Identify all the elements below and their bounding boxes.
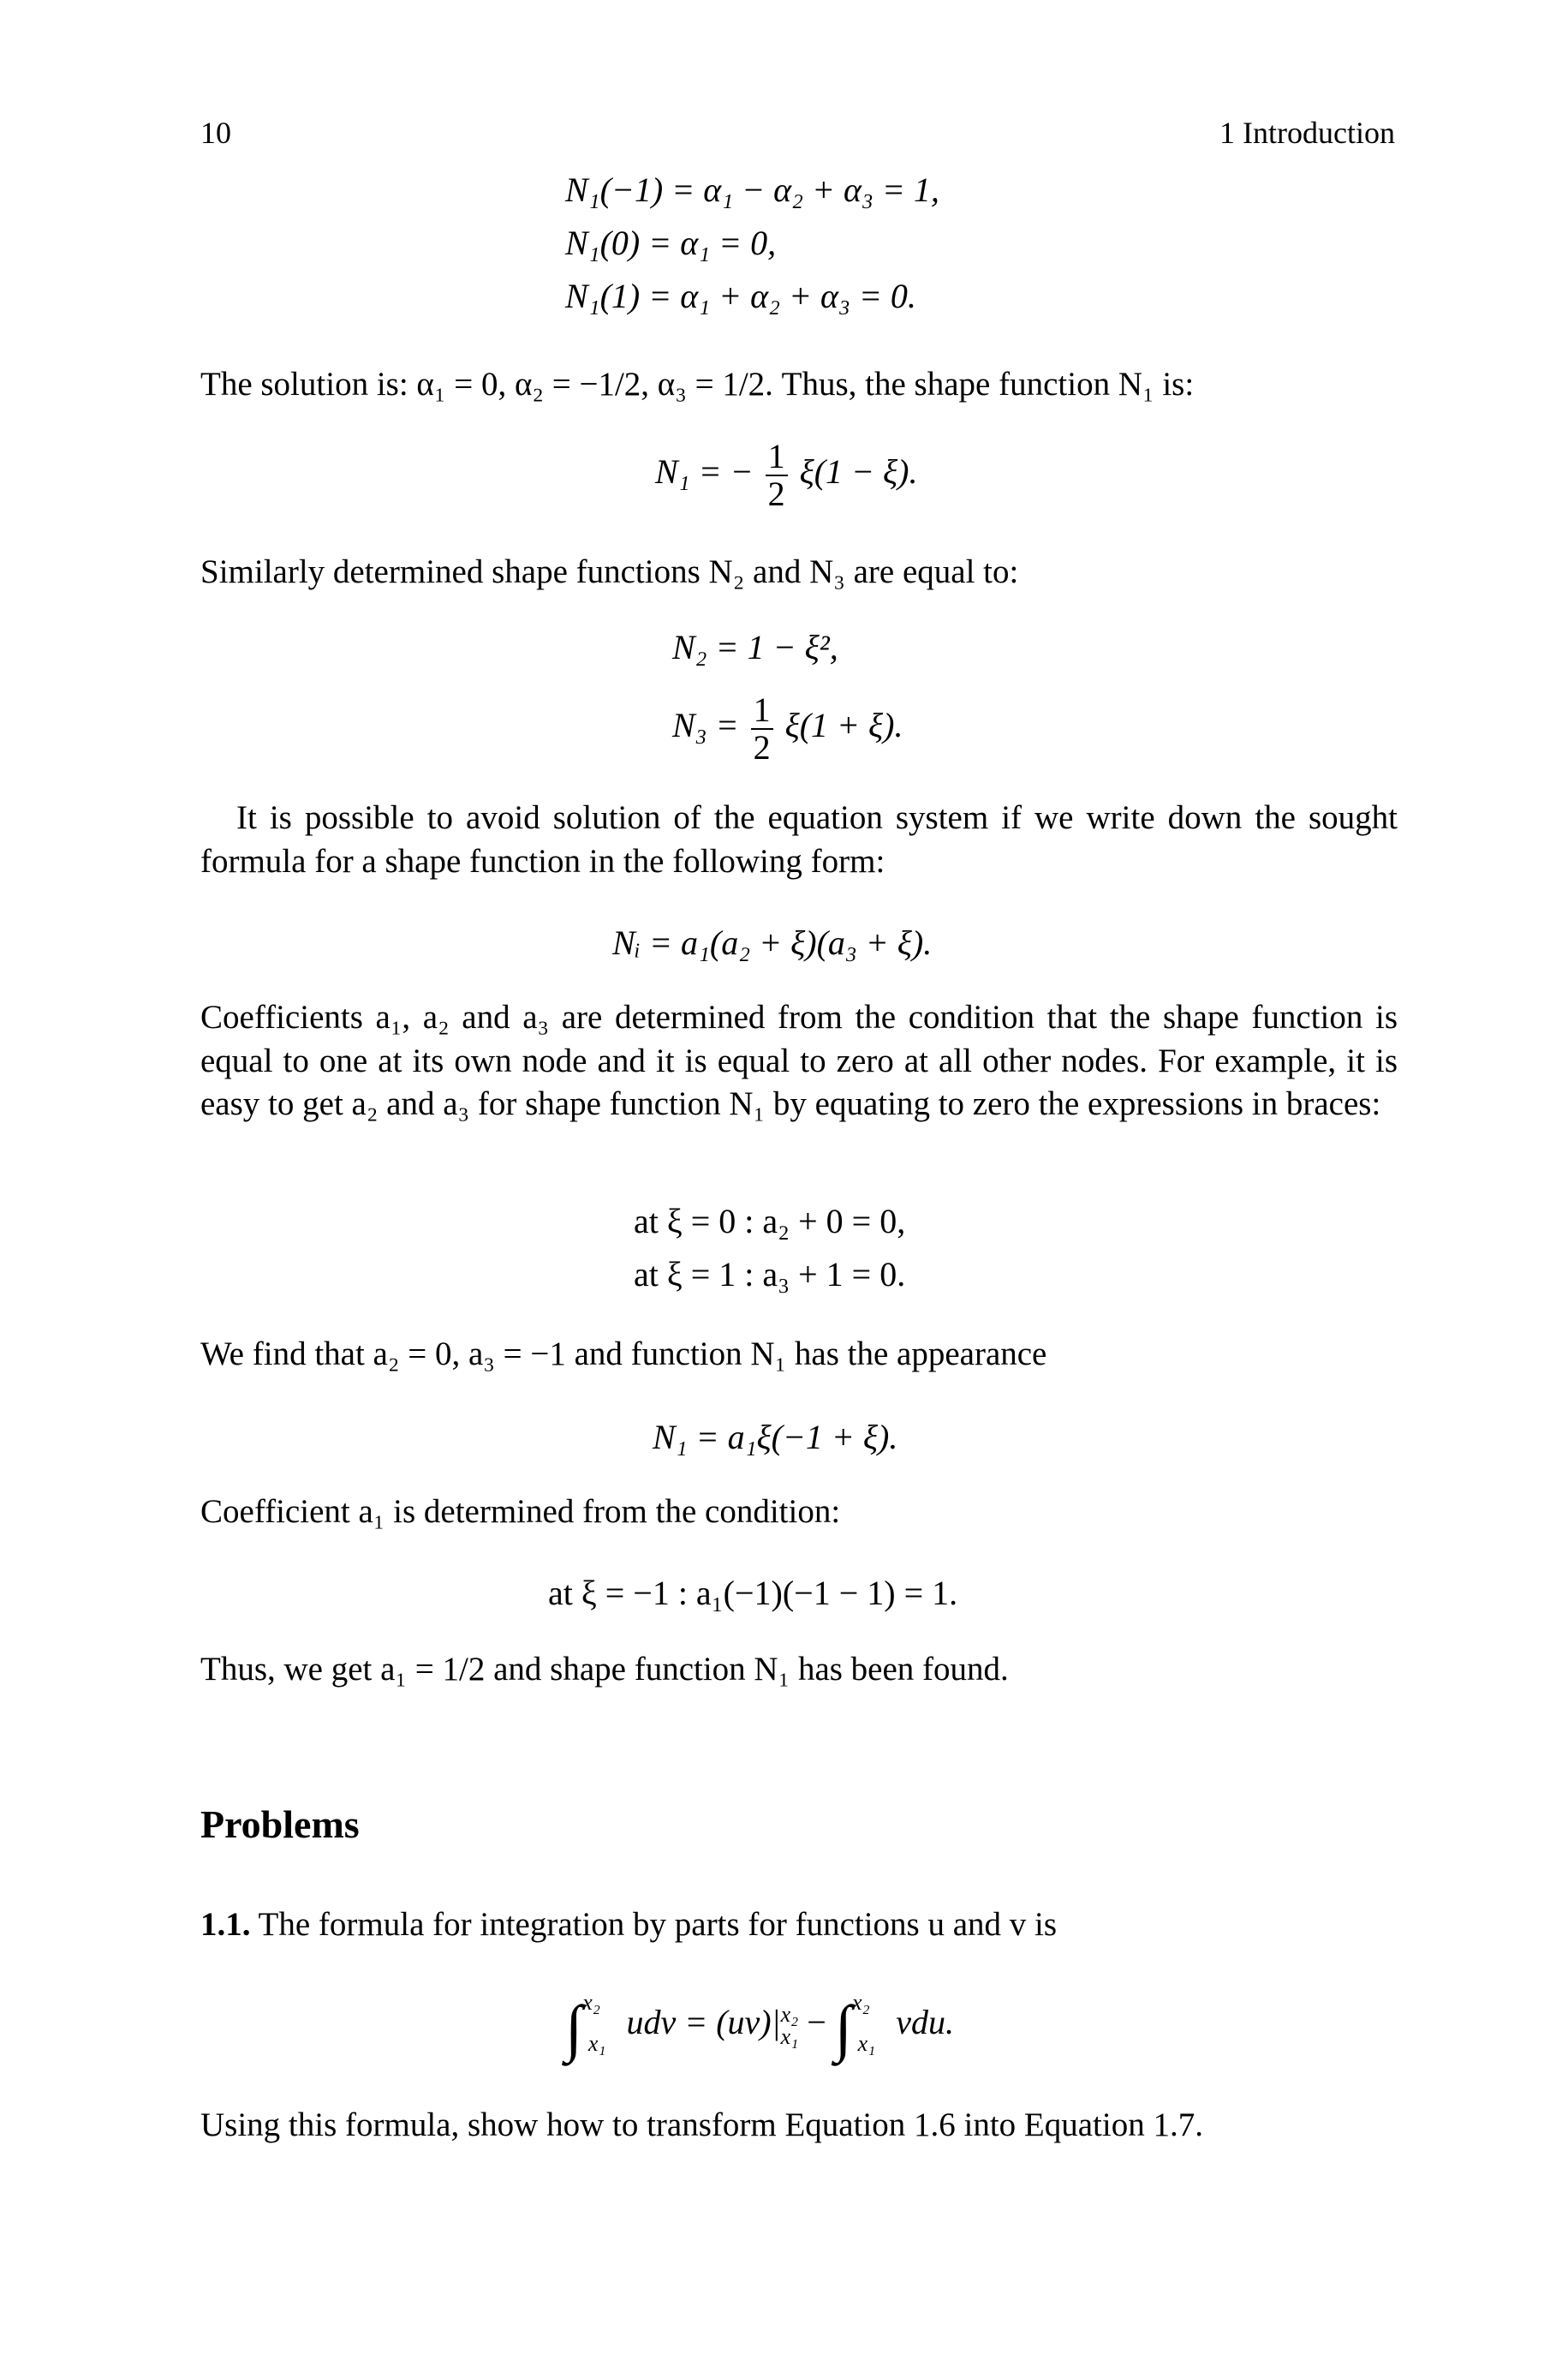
problem-followup-text: Using this formula, show how to transform Equation 1.6 into Equation 1.7. — [200, 2106, 1203, 2143]
fraction-denominator-n3: 2 — [753, 728, 771, 767]
fraction-denominator: 2 — [767, 475, 785, 513]
integrand-udv: udv = (uv)| — [626, 2003, 781, 2041]
paragraph-solution — [200, 363, 1398, 407]
problem-1-1 — [200, 1903, 1398, 1947]
evaluation-upper: x₂ — [780, 2001, 799, 2027]
integral-upper-limit-2: x₂ — [852, 1990, 870, 2015]
minus-sign: − — [807, 2003, 826, 2041]
integral-sign: ∫ — [565, 1993, 583, 2064]
fraction-numerator-n3: 1 — [751, 692, 773, 730]
paragraph-coefficient-a1 — [200, 1491, 1398, 1534]
fraction-half-n3 — [751, 692, 773, 766]
equation-n1 — [655, 439, 917, 512]
paragraph-coefficient-a1-text: Coefficient a₁ is determined from the condition: — [200, 1493, 841, 1530]
paragraph-coefficients — [200, 996, 1398, 1126]
equation-n2-text: N₂ = 1 − ξ², — [672, 628, 838, 666]
equation-n1-appearance-text: N₁ = a₁ξ(−1 + ξ). — [653, 1418, 898, 1456]
equation-n3-rhs: ξ(1 + ξ). — [784, 706, 903, 745]
page-number: 10 — [200, 116, 231, 150]
paragraph-similarly-text: Similarly determined shape functions N₂ and N₃ are equal to: — [200, 553, 1019, 590]
paragraph-thus-text: Thus, we get a₁ = 1/2 and shape function N₁ has been found. — [200, 1651, 1009, 1688]
equation-line-1: N₁(−1) = α₁ − α₂ + α₃ = 1, — [565, 170, 939, 209]
evaluation-limits — [780, 2001, 799, 2049]
equation-n3 — [672, 692, 903, 766]
problem-1-1-line — [200, 1903, 1398, 1947]
equation-ni — [612, 921, 932, 965]
equation-condition-a1 — [548, 1571, 957, 1616]
equation-conditions — [634, 1199, 905, 1306]
problem-number: 1.1. — [200, 1906, 251, 1943]
paragraph-avoid — [200, 797, 1398, 883]
equation-condition-a1-text: at ξ = −1 : a₁(−1)(−1 − 1) = 1. — [548, 1574, 958, 1612]
integrand-vdu: vdu. — [896, 2003, 954, 2041]
paragraph-avoid-text: It is possible to avoid solution of the equation system if we write down the sought formula for a shape function in the following form: — [200, 799, 1398, 880]
equation-n1-rhs: ξ(1 − ξ). — [799, 452, 918, 492]
equation-n1-appearance — [653, 1415, 897, 1460]
equation-system — [565, 168, 939, 327]
running-head: 1 Introduction — [1219, 116, 1395, 150]
equation-line-2: N₁(0) = α₁ = 0, — [565, 224, 777, 262]
equation-n3-lhs: N₃ = — [672, 706, 739, 745]
integral-upper-limit: x₂ — [582, 1990, 600, 2015]
evaluation-lower: x₁ — [780, 2023, 799, 2049]
integral-lower-limit: x₁ — [587, 2031, 606, 2056]
equation-integration-by-parts — [565, 1987, 954, 2070]
problem-text: The formula for integration by parts for functions u and v is — [258, 1906, 1058, 1943]
condition-line-2: at ξ = 1 : a₃ + 1 = 0. — [634, 1255, 906, 1294]
equation-ni-text: Nᵢ = a₁(a₂ + ξ)(a₃ + ξ). — [612, 923, 933, 962]
paragraph-find-text: We find that a₂ = 0, a₃ = −1 and function N₁ has the appearance — [200, 1335, 1047, 1372]
equation-line-3: N₁(1) = α₁ + α₂ + α₃ = 0. — [565, 277, 916, 315]
paragraph-solution-text: The solution is: α₁ = 0, α₂ = −1/2, α₃ = 1/2. Thus, the shape function N₁ is: — [200, 366, 1195, 403]
condition-line-1: at ξ = 0 : a₂ + 0 = 0, — [634, 1202, 906, 1240]
integral-lower-limit-2: x₁ — [857, 2031, 876, 2056]
equation-n2 — [672, 625, 838, 670]
paragraph-similarly — [200, 551, 1398, 594]
fraction-numerator: 1 — [766, 439, 788, 476]
paragraph-find — [200, 1333, 1398, 1377]
fraction-half — [766, 439, 788, 512]
integral-sign-2: ∫ — [834, 1993, 853, 2064]
equation-n1-lhs: N₁ = − — [655, 452, 754, 492]
problem-followup — [200, 2104, 1398, 2148]
section-heading-problems: Problems — [200, 1802, 360, 1846]
paragraph-thus — [200, 1648, 1398, 1692]
paragraph-coefficients-text: Coefficients a₁, a₂ and a₃ are determined from the condition that the shape function is equal to one at its own node and it is equal to zero at all other nodes. For example, it is easy to get a₂ and a₃ for shape function N₁ by equating to zero the expressions in braces: — [200, 999, 1398, 1123]
